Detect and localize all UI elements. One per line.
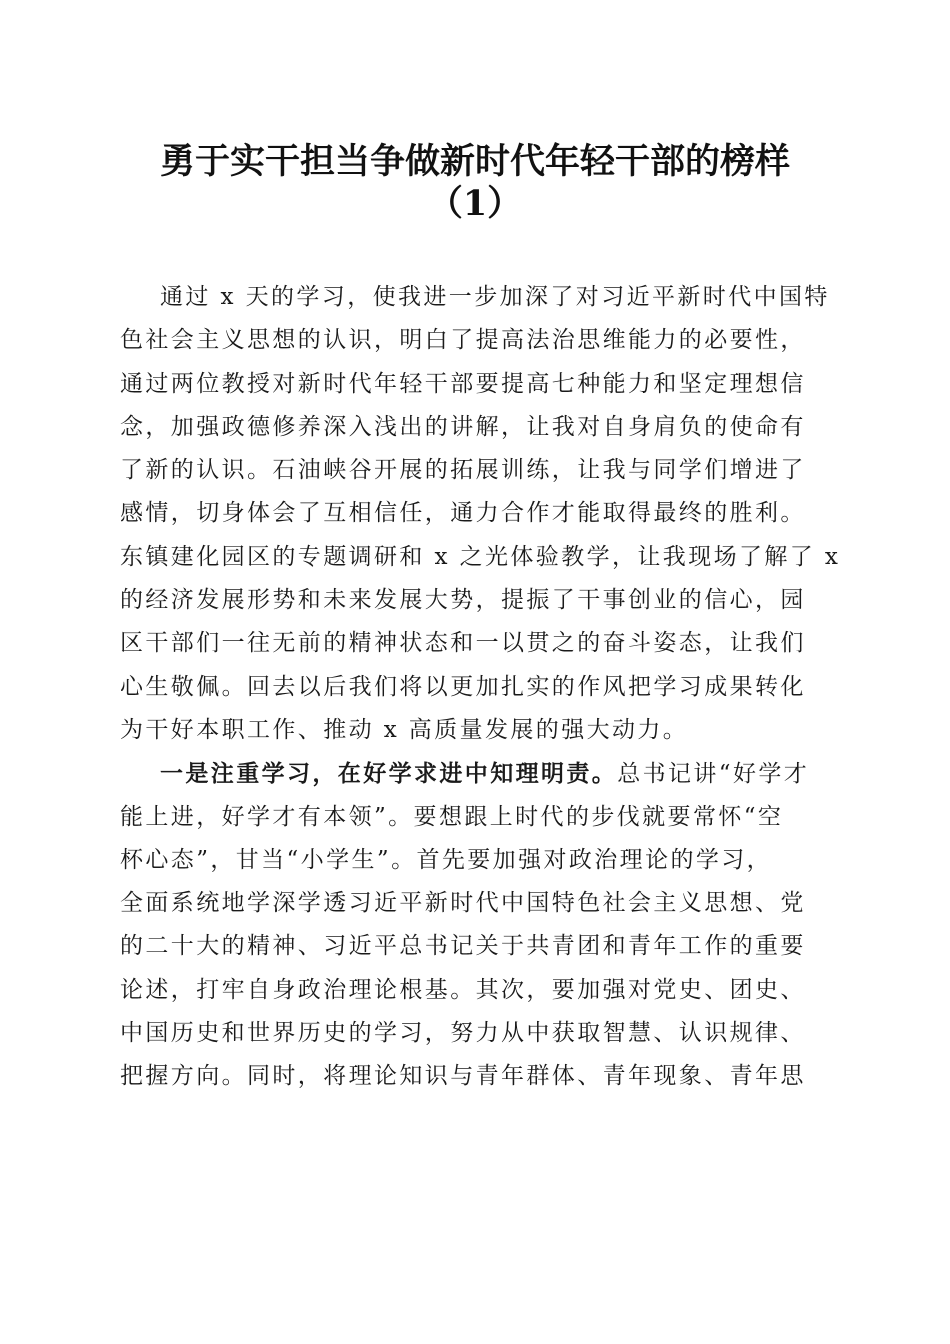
paragraph-line: 的经济发展形势和未来发展大势，提振了干事创业的信心，园 <box>120 587 806 614</box>
paragraph-line: 的二十大的精神、习近平总书记关于共青团和青年工作的重要 <box>120 933 806 960</box>
paragraph-line <box>120 752 823 795</box>
document-title-number: （1） <box>427 183 523 224</box>
paragraph-line: 区干部们一往无前的精神状态和一以贯之的奋斗姿态，让我们 <box>120 630 806 657</box>
paragraph-line: 感情，切身体会了互相信任，通力合作才能取得最终的胜利。 <box>120 500 806 527</box>
paragraph-line: 中国历史和世界历史的学习，努力从中获取智慧、认识规律、 <box>120 1020 806 1047</box>
paragraph-line: 念，加强政德修养深入浅出的讲解，让我对自身肩负的使命有 <box>120 413 806 440</box>
paragraph-line-rest: 总书记讲“好学才 <box>617 761 810 788</box>
paragraph-line: 了新的认识。石油峡谷开展的拓展训练，让我与同学们增进了 <box>120 457 806 484</box>
paragraph-line: 论述，打牢自身政治理论根基。其次，要加强对党史、团史、 <box>120 976 806 1003</box>
paragraph-line: 色社会主义思想的认识，明白了提高法治思维能力的必要性， <box>120 327 806 354</box>
paragraph-1 <box>120 276 841 752</box>
paragraph-line: 全面系统地学深学透习近平新时代中国特色社会主义思想、党 <box>120 890 806 917</box>
document-title: 勇于实干担当争做新时代年轻干部的榜样 <box>159 141 790 182</box>
document-body <box>120 276 841 1099</box>
paragraph-line: 为干好本职工作、推动 x 高质量发展的强大动力。 <box>120 716 689 743</box>
paragraph-line: 东镇建化园区的专题调研和 x 之光体验教学，让我现场了解了 x <box>120 543 841 570</box>
paragraph-line: 心生敬佩。回去以后我们将以更加扎实的作风把学习成果转化 <box>120 673 806 700</box>
paragraph-line: 通过两位教授对新时代年轻干部要提高七种能力和坚定理想信 <box>120 370 806 397</box>
paragraph-line: 通过 x 天的学习，使我进一步加深了对习近平新时代中国特 <box>160 284 830 310</box>
document-title-number-wrap <box>120 182 830 226</box>
paragraph-line: 能上进，好学才有本领”。要想跟上时代的步伐就要常怀“空 <box>120 803 784 830</box>
paragraph-heading: 一是注重学习，在好学求进中知理明责。 <box>160 760 618 788</box>
paragraph-line: 杯心态”，甘当“小学生”。首先要加强对政治理论的学习， <box>120 846 773 873</box>
paragraph-line: 把握方向。同时，将理论知识与青年群体、青年现象、青年思 <box>120 1063 806 1090</box>
paragraph-2 <box>120 752 823 1098</box>
